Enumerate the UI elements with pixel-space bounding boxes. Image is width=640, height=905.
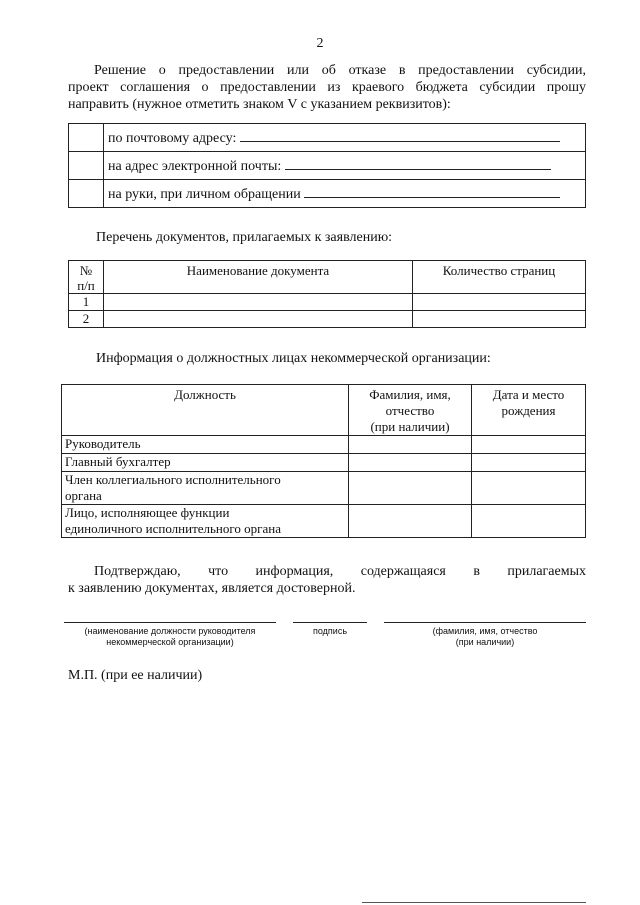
fill-in-line[interactable] — [304, 184, 560, 198]
fill-in-line[interactable] — [285, 156, 551, 170]
table-row — [62, 472, 586, 505]
header-full-name-line: Фамилия, имя, — [369, 387, 451, 402]
page-number: 2 — [316, 36, 324, 51]
full-name-cell[interactable] — [349, 436, 472, 454]
delivery-intro-line: Решение о предоставлении или об отказе в предоставлении субсидии, — [94, 63, 586, 78]
signature-caption: (при наличии) — [455, 637, 515, 647]
position-cell: Руководитель — [62, 436, 349, 454]
full-name-cell[interactable] — [349, 454, 472, 472]
officials-table — [61, 384, 586, 538]
signature-name-field[interactable] — [384, 622, 586, 648]
position-line: единоличного исполнительного органа — [65, 521, 281, 536]
delivery-checkbox-cell[interactable] — [69, 180, 104, 208]
table-row — [69, 294, 586, 311]
header-birth-line: рождения — [501, 403, 556, 418]
header-full-name-line: (при наличии) — [370, 419, 450, 434]
documents-table — [68, 260, 586, 328]
delivery-options-table — [68, 123, 586, 208]
delivery-option-label: на руки, при личном обращении — [108, 187, 301, 202]
birth-cell[interactable] — [472, 454, 586, 472]
signature-caption: (наименование должности руководителя — [84, 626, 256, 636]
signature-position-field[interactable] — [64, 622, 276, 648]
header-document-name: Наименование документа — [104, 261, 413, 294]
full-name-cell[interactable] — [349, 472, 472, 505]
birth-cell[interactable] — [472, 436, 586, 454]
row-number: 2 — [69, 311, 104, 328]
signature-sign-field[interactable] — [293, 622, 367, 637]
officials-title: Информация о должностных лицах некоммерческой организации: — [96, 351, 491, 366]
header-number-line1: № — [79, 263, 93, 278]
page-count-cell[interactable] — [413, 311, 586, 328]
header-number-line2: п/п — [77, 278, 95, 293]
stamp-note: М.П. (при ее наличии) — [68, 668, 203, 683]
delivery-intro-line: направить (нужное отметить знаком V с указанием реквизитов): — [68, 97, 451, 112]
position-cell — [62, 505, 349, 538]
row-number: 1 — [69, 294, 104, 311]
header-page-count: Количество страниц — [413, 261, 586, 294]
delivery-intro — [68, 62, 586, 113]
delivery-option-label: на адрес электронной почты: — [108, 159, 282, 174]
officials-header-row — [62, 385, 586, 436]
position-line: органа — [65, 488, 102, 503]
position-cell — [62, 472, 349, 505]
document-name-cell[interactable] — [104, 294, 413, 311]
footer-divider — [362, 902, 586, 903]
delivery-option-row — [69, 124, 586, 152]
table-row — [62, 436, 586, 454]
signature-caption: (фамилия, имя, отчество — [432, 626, 538, 636]
delivery-option-row — [69, 180, 586, 208]
header-birth — [472, 385, 586, 436]
documents-header-row — [69, 261, 586, 294]
document-name-cell[interactable] — [104, 311, 413, 328]
page-count-cell[interactable] — [413, 294, 586, 311]
confirmation-line: к заявлению документах, является достоверной. — [68, 581, 356, 596]
header-number — [69, 261, 104, 294]
delivery-option-row — [69, 152, 586, 180]
documents-title: Перечень документов, прилагаемых к заявлению: — [96, 230, 393, 245]
table-row — [62, 454, 586, 472]
header-full-name-line: отчество — [385, 403, 435, 418]
header-full-name — [349, 385, 472, 436]
delivery-option-label: по почтовому адресу: — [108, 131, 237, 146]
position-line: Лицо, исполняющее функции — [65, 505, 230, 520]
position-cell: Главный бухгалтер — [62, 454, 349, 472]
birth-cell[interactable] — [472, 472, 586, 505]
header-position: Должность — [62, 385, 349, 436]
table-row — [69, 311, 586, 328]
delivery-checkbox-cell[interactable] — [69, 124, 104, 152]
fill-in-line[interactable] — [240, 128, 560, 142]
full-name-cell[interactable] — [349, 505, 472, 538]
position-line: Член коллегиального исполнительного — [65, 472, 281, 487]
delivery-intro-line: проект соглашения о предоставлении из краевого бюджета субсидии прошу — [68, 80, 586, 95]
header-birth-line: Дата и место — [492, 387, 565, 402]
confirmation-text — [68, 563, 586, 597]
birth-cell[interactable] — [472, 505, 586, 538]
delivery-checkbox-cell[interactable] — [69, 152, 104, 180]
table-row — [62, 505, 586, 538]
signature-caption: подпись — [312, 626, 348, 636]
confirmation-line: Подтверждаю, что информация, содержащаяся в прилагаемых — [94, 564, 586, 579]
signature-caption: некоммерческой организации) — [106, 637, 234, 647]
